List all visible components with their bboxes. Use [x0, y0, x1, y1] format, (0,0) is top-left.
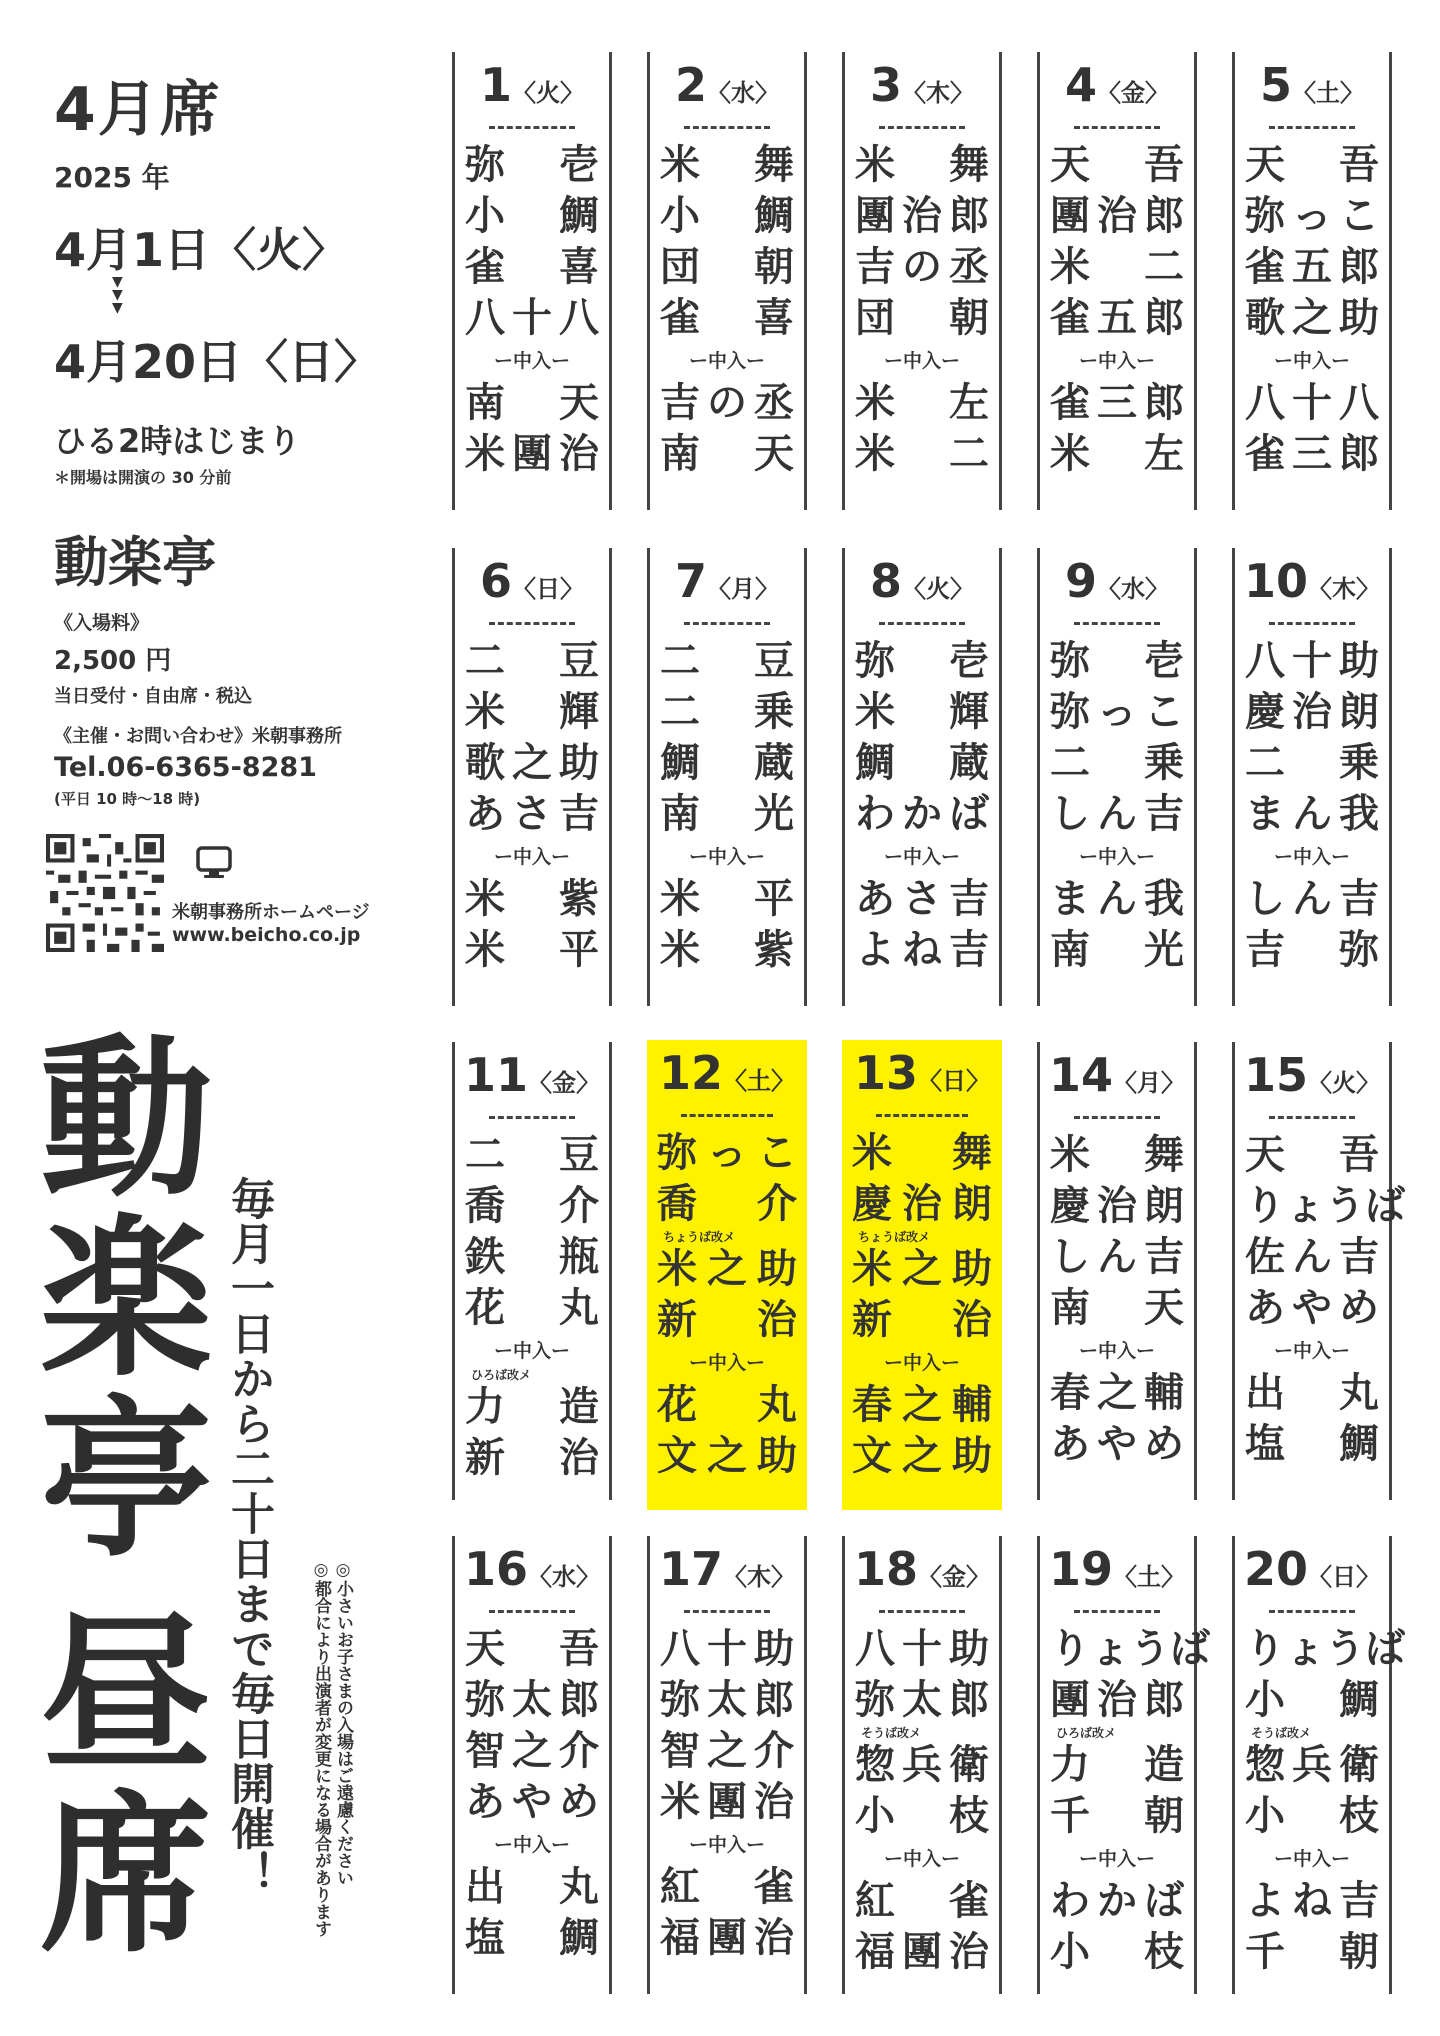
qr-code-icon	[46, 834, 164, 952]
performer-name: 二 乗	[1245, 740, 1379, 786]
performer-name: 喬 介	[465, 1183, 599, 1229]
fee-note: 当日受付・自由席・税込	[54, 686, 252, 707]
name-change-note: ちょうば改メ	[858, 1230, 931, 1244]
big-title-char: 席	[40, 1775, 212, 1976]
performer-name: しん吉	[1050, 1234, 1184, 1280]
day-header	[842, 1046, 1002, 1100]
performer-name: 塩 鯛	[465, 1915, 599, 1961]
performer-name: 力 造	[1050, 1742, 1184, 1788]
performer-list	[1235, 1624, 1405, 1978]
day-weekday: 〈金〉	[918, 1563, 990, 1591]
performer-list	[455, 1624, 609, 1964]
performer-name: 八十助	[855, 1626, 989, 1672]
performer-name: 雀三郎	[1050, 380, 1184, 426]
day-header	[845, 554, 999, 608]
performer-name: 雀五郎	[1050, 295, 1184, 341]
dashed-divider	[1074, 1116, 1160, 1119]
performer-name: よね吉	[1245, 1878, 1379, 1924]
performer-name: 二 乗	[1050, 740, 1184, 786]
performer-name: 佐ん吉	[1245, 1234, 1379, 1280]
dashed-divider	[684, 1610, 770, 1613]
day-weekday: 〈水〉	[707, 79, 779, 107]
intermission-label: ー中入ー	[1078, 1340, 1155, 1362]
performer-name: 慶治朗	[852, 1181, 992, 1227]
day-number: 3	[869, 58, 902, 112]
performer-name: 天 吾	[1245, 142, 1379, 188]
day-number: 18	[853, 1542, 918, 1596]
organizer: 《主催・お問い合わせ》米朝事務所	[54, 726, 342, 747]
intermission-label: ー中入ー	[688, 846, 765, 868]
dashed-divider	[1269, 1610, 1355, 1613]
performer-name: 米 輝	[855, 689, 989, 735]
performer-list	[1040, 1624, 1210, 1978]
day-header	[1040, 58, 1194, 112]
day-card-13	[842, 1040, 1002, 1510]
performer-name: 米 舞	[1050, 1132, 1184, 1178]
performer-name: 団 朝	[855, 295, 989, 341]
day-header	[1040, 1048, 1194, 1102]
performer-name: 小 枝	[1050, 1929, 1184, 1975]
dashed-divider	[1269, 126, 1355, 129]
day-number: 9	[1064, 554, 1097, 608]
performer-name: 塩 鯛	[1245, 1421, 1379, 1467]
performer-name: 鯛 蔵	[855, 740, 989, 786]
performer-name: 米 左	[855, 380, 989, 426]
day-header	[1235, 58, 1389, 112]
day-card-18	[842, 1536, 1002, 1994]
day-card-2	[647, 52, 807, 510]
performer-list	[650, 636, 804, 976]
performer-name: 米 紫	[660, 927, 794, 973]
performer-name: 雀 喜	[660, 295, 794, 341]
name-change-note: そうば改メ	[861, 1726, 922, 1740]
day-number: 1	[479, 58, 512, 112]
performer-name: 團治郎	[1050, 1677, 1184, 1723]
performer-name: 喬 介	[657, 1181, 797, 1227]
dashed-divider	[684, 126, 770, 129]
performer-list	[845, 140, 999, 480]
day-card-6	[452, 548, 612, 1006]
day-weekday: 〈火〉	[1308, 1069, 1380, 1097]
start-date: 4月1日〈火〉	[54, 223, 349, 277]
performer-name: 米 紫	[465, 876, 599, 922]
performer-name: 南 天	[1050, 1285, 1184, 1331]
date-range-arrows: ▼ ▼ ▼	[112, 274, 123, 316]
dashed-divider	[489, 622, 575, 625]
day-number: 5	[1259, 58, 1292, 112]
name-change-note: ちょうば改メ	[663, 1230, 736, 1244]
performer-name: 慶治朗	[1245, 689, 1379, 735]
performer-name: 弥太郎	[660, 1677, 794, 1723]
month-title: 4月席	[54, 75, 222, 145]
performer-name: 新 治	[852, 1297, 992, 1343]
dashed-divider	[1074, 126, 1160, 129]
day-weekday: 〈日〉	[1308, 1563, 1380, 1591]
day-header	[1235, 1048, 1389, 1102]
day-number: 7	[674, 554, 707, 608]
slogan: 毎月一日から二十日まで毎日開催！	[223, 1176, 274, 1896]
homepage-link[interactable]: www.beicho.co.jp	[172, 924, 361, 946]
day-weekday: 〈木〉	[902, 79, 974, 107]
performer-list	[650, 1624, 804, 1964]
performer-name: 米 二	[1050, 244, 1184, 290]
performer-name: 小 鯛	[1245, 1677, 1379, 1723]
performer-name: しん吉	[1050, 791, 1184, 837]
performer-name: 弥っこ	[657, 1130, 797, 1176]
intermission-label: ー中入ー	[1273, 350, 1350, 372]
performer-name: 新 治	[657, 1297, 797, 1343]
performer-name: 米 二	[855, 431, 989, 477]
day-number: 12	[658, 1046, 723, 1100]
performer-name: 八十助	[1245, 638, 1379, 684]
notes	[310, 1560, 354, 2020]
performer-name: あやめ	[1050, 1421, 1184, 1467]
performer-name: 弥太郎	[855, 1677, 989, 1723]
performer-name: 米 舞	[852, 1130, 992, 1176]
day-header	[455, 1048, 609, 1102]
performer-name: あさ吉	[465, 791, 599, 837]
performer-name: 文之助	[852, 1433, 992, 1479]
performer-name: 花 丸	[465, 1285, 599, 1331]
performer-name: 出 丸	[465, 1864, 599, 1910]
performer-name: 鯛 蔵	[660, 740, 794, 786]
performer-name: 南 天	[465, 380, 599, 426]
venue-name: 動楽亭	[54, 531, 216, 594]
day-card-10	[1232, 548, 1392, 1006]
performer-name: 雀五郎	[1245, 244, 1379, 290]
monitor-icon	[194, 846, 234, 880]
performer-name: まん我	[1050, 876, 1184, 922]
day-card-8	[842, 548, 1002, 1006]
intermission-label: ー中入ー	[688, 1834, 765, 1856]
dashed-divider	[879, 1610, 965, 1613]
day-number: 10	[1243, 554, 1308, 608]
performer-name: 力 造	[465, 1384, 599, 1430]
fee-label: 《入場料》	[54, 612, 150, 634]
year-label: 2025 年	[54, 161, 170, 194]
performer-name: 二 乗	[660, 689, 794, 735]
performer-name: 惣兵衛	[1245, 1742, 1379, 1788]
day-weekday: 〈金〉	[1097, 79, 1169, 107]
day-number: 15	[1243, 1048, 1308, 1102]
day-number: 6	[479, 554, 512, 608]
day-weekday: 〈金〉	[528, 1069, 600, 1097]
qr-code[interactable]	[46, 834, 164, 952]
performer-name: 紅 雀	[660, 1864, 794, 1910]
performer-name: 天 吾	[1050, 142, 1184, 188]
performer-name: 弥 壱	[465, 142, 599, 188]
day-header	[650, 1542, 804, 1596]
day-card-1	[452, 52, 612, 510]
big-vertical-title	[36, 1019, 236, 2020]
performer-name: わかば	[1050, 1878, 1184, 1924]
end-date: 4月20日〈日〉	[54, 335, 381, 389]
day-number: 16	[463, 1542, 528, 1596]
day-number: 19	[1048, 1542, 1113, 1596]
dashed-divider	[1074, 622, 1160, 625]
performer-name: 千 朝	[1245, 1929, 1379, 1975]
performer-name: わかば	[855, 791, 989, 837]
start-time: ひる2時はじまり	[54, 422, 301, 460]
day-weekday: 〈日〉	[512, 575, 584, 603]
performer-name: 紅 雀	[855, 1878, 989, 1924]
day-number: 14	[1048, 1048, 1113, 1102]
day-header	[845, 58, 999, 112]
performer-name: 智之介	[660, 1728, 794, 1774]
performer-name: 福團治	[855, 1929, 989, 1975]
performer-name: 天 吾	[465, 1626, 599, 1672]
intermission-label: ー中入ー	[493, 846, 570, 868]
performer-name: 吉の丞	[855, 244, 989, 290]
day-number: 11	[463, 1048, 528, 1102]
intermission-label: ー中入ー	[883, 1848, 960, 1870]
day-card-16	[452, 1536, 612, 1994]
performer-name: 吉の丞	[660, 380, 794, 426]
day-weekday: 〈火〉	[902, 575, 974, 603]
intermission-label: ー中入ー	[688, 1352, 765, 1374]
performer-name: しん吉	[1245, 876, 1379, 922]
performer-list	[1040, 636, 1194, 976]
note-children: ◎小さいお子さまの入場はご遠慮ください	[333, 1560, 353, 1886]
dashed-divider	[879, 622, 965, 625]
day-weekday: 〈木〉	[1308, 575, 1380, 603]
performer-name: 弥っこ	[1050, 689, 1184, 735]
performer-name: 文之助	[657, 1433, 797, 1479]
fee-amount: 2,500 円	[54, 646, 172, 676]
day-card-19	[1037, 1536, 1210, 1994]
day-header	[1235, 554, 1389, 608]
day-weekday: 〈日〉	[918, 1067, 990, 1095]
day-header	[455, 554, 609, 608]
day-weekday: 〈土〉	[1113, 1563, 1185, 1591]
day-number: 17	[658, 1542, 723, 1596]
dashed-divider	[489, 126, 575, 129]
performer-name: 小 枝	[1245, 1793, 1379, 1839]
intermission-label: ー中入ー	[1273, 1340, 1350, 1362]
day-number: 8	[869, 554, 902, 608]
intermission-label: ー中入ー	[883, 350, 960, 372]
performer-name: 団 朝	[660, 244, 794, 290]
intermission-label: ー中入ー	[883, 1352, 960, 1374]
performer-name: 米團治	[465, 431, 599, 477]
day-header	[647, 1046, 807, 1100]
day-header	[1040, 554, 1194, 608]
day-card-11	[452, 1042, 612, 1500]
day-header	[1235, 1542, 1389, 1596]
day-card-7	[647, 548, 807, 1006]
performer-list	[1235, 140, 1389, 480]
performer-name: 八十八	[465, 295, 599, 341]
performer-list	[1235, 1130, 1405, 1470]
performer-name: 智之介	[465, 1728, 599, 1774]
intermission-label: ー中入ー	[1078, 350, 1155, 372]
big-title-char: 楽	[40, 1199, 212, 1400]
performer-name: 小 鯛	[660, 193, 794, 239]
dashed-divider	[1074, 1610, 1160, 1613]
day-card-4	[1037, 52, 1197, 510]
dashed-divider	[1269, 622, 1355, 625]
performer-name: 八十助	[660, 1626, 794, 1672]
day-card-20	[1232, 1536, 1405, 1994]
performer-name: りょうば	[1050, 1626, 1210, 1672]
dashed-divider	[489, 1116, 575, 1119]
performer-name: 米 平	[660, 876, 794, 922]
day-card-3	[842, 52, 1002, 510]
phone-number: Tel.06-6365-8281	[54, 752, 317, 783]
day-header	[650, 58, 804, 112]
performer-name: 南 天	[660, 431, 794, 477]
performer-name: 慶治朗	[1050, 1183, 1184, 1229]
performer-name: 米 舞	[660, 142, 794, 188]
performer-name: 歌之助	[1245, 295, 1379, 341]
day-weekday: 〈水〉	[1097, 575, 1169, 603]
performer-name: りょうば	[1245, 1183, 1405, 1229]
intermission-label: ー中入ー	[493, 350, 570, 372]
intermission-label: ー中入ー	[1273, 1848, 1350, 1870]
performer-name: 吉 弥	[1245, 927, 1379, 973]
performer-name: 米團治	[660, 1779, 794, 1825]
day-card-17	[647, 1536, 807, 1994]
day-number: 4	[1064, 58, 1097, 112]
note-changes: ◎都合により出演者が変更になる場合があります	[311, 1560, 331, 1937]
performer-name: 團治郎	[1050, 193, 1184, 239]
performer-name: 春之輔	[852, 1382, 992, 1428]
big-title-char: 昼	[40, 1595, 212, 1796]
day-header	[455, 58, 609, 112]
performer-list	[1040, 140, 1194, 480]
day-header	[845, 1542, 999, 1596]
performer-name: 二 豆	[465, 1132, 599, 1178]
performer-name: あさ吉	[855, 876, 989, 922]
performer-name: 福團治	[660, 1915, 794, 1961]
performer-name: 弥 壱	[1050, 638, 1184, 684]
intermission-label: ー中入ー	[1078, 846, 1155, 868]
performer-name: 二 豆	[465, 638, 599, 684]
performer-name: 米 輝	[465, 689, 599, 735]
office-hours: (平日 10 時〜18 時)	[54, 790, 201, 808]
performer-name: 米之助	[852, 1246, 992, 1292]
performer-name: 米之助	[657, 1246, 797, 1292]
big-title-char: 亭	[40, 1379, 212, 1580]
performer-name: まん我	[1245, 791, 1379, 837]
performer-list	[845, 636, 999, 976]
performer-name: よね吉	[855, 927, 989, 973]
performer-name: 八十八	[1245, 380, 1379, 426]
performer-name: 二 豆	[660, 638, 794, 684]
performer-list	[647, 1128, 807, 1482]
day-number: 13	[853, 1046, 918, 1100]
performer-name: 米 平	[465, 927, 599, 973]
performer-name: 弥っこ	[1245, 193, 1379, 239]
intermission-label: ー中入ー	[688, 350, 765, 372]
day-number: 2	[674, 58, 707, 112]
name-change-note: そうば改メ	[1251, 1726, 1312, 1740]
performer-name: 出 丸	[1245, 1370, 1379, 1416]
day-header	[455, 1542, 609, 1596]
performer-list	[650, 140, 804, 480]
performer-list	[455, 140, 609, 480]
homepage-label: 米朝事務所ホームページ	[172, 902, 370, 923]
performer-name: 歌之助	[465, 740, 599, 786]
performer-name: あやめ	[1245, 1285, 1379, 1331]
performer-name: 南 光	[1050, 927, 1184, 973]
performer-list	[1235, 636, 1389, 976]
intermission-label: ー中入ー	[883, 846, 960, 868]
day-weekday: 〈木〉	[723, 1563, 795, 1591]
performer-name: 弥太郎	[465, 1677, 599, 1723]
performer-name: りょうば	[1245, 1626, 1405, 1672]
day-weekday: 〈火〉	[512, 79, 584, 107]
day-weekday: 〈土〉	[1292, 79, 1364, 107]
performer-list	[455, 1130, 609, 1484]
dashed-divider	[489, 1610, 575, 1613]
day-weekday: 〈水〉	[528, 1563, 600, 1591]
name-change-note: ひろば改メ	[471, 1368, 532, 1382]
performer-name: 惣兵衛	[855, 1742, 989, 1788]
performer-name: 米 舞	[855, 142, 989, 188]
performer-name: 鉄 瓶	[465, 1234, 599, 1280]
performer-name: 新 治	[465, 1435, 599, 1481]
intermission-label: ー中入ー	[493, 1834, 570, 1856]
day-weekday: 〈月〉	[1113, 1069, 1185, 1097]
performer-name: 南 光	[660, 791, 794, 837]
big-title-char: 動	[40, 1019, 212, 1220]
dashed-divider	[684, 622, 770, 625]
performer-name: あやめ	[465, 1779, 599, 1825]
performer-name: 春之輔	[1050, 1370, 1184, 1416]
performer-name: 雀 喜	[465, 244, 599, 290]
dashed-divider	[879, 126, 965, 129]
day-header	[1040, 1542, 1194, 1596]
performer-name: 花 丸	[657, 1382, 797, 1428]
day-card-5	[1232, 52, 1392, 510]
day-card-14	[1037, 1042, 1197, 1500]
performer-name: 團治郎	[855, 193, 989, 239]
performer-name: 雀三郎	[1245, 431, 1379, 477]
performer-name: 米 左	[1050, 431, 1184, 477]
day-header	[650, 554, 804, 608]
performer-name: 小 鯛	[465, 193, 599, 239]
intermission-label: ー中入ー	[1273, 846, 1350, 868]
day-number: 20	[1243, 1542, 1308, 1596]
day-card-9	[1037, 548, 1197, 1006]
day-card-12	[647, 1040, 807, 1510]
day-weekday: 〈月〉	[707, 575, 779, 603]
performer-name: 小 枝	[855, 1793, 989, 1839]
dashed-divider	[1269, 1116, 1355, 1119]
performer-name: 千 朝	[1050, 1793, 1184, 1839]
performer-name: 天 吾	[1245, 1132, 1379, 1178]
day-card-15	[1232, 1042, 1405, 1500]
name-change-note: ひろば改メ	[1056, 1726, 1117, 1740]
performer-list	[842, 1128, 1002, 1482]
performer-list	[845, 1624, 999, 1978]
day-weekday: 〈土〉	[723, 1067, 795, 1095]
intermission-label: ー中入ー	[1078, 1848, 1155, 1870]
dashed-divider	[876, 1114, 968, 1117]
performer-list	[1040, 1130, 1194, 1470]
opening-note: ＊開場は開演の 30 分前	[54, 468, 232, 487]
intermission-label: ー中入ー	[493, 1340, 570, 1362]
performer-list	[455, 636, 609, 976]
dashed-divider	[681, 1114, 773, 1117]
performer-name: 弥 壱	[855, 638, 989, 684]
